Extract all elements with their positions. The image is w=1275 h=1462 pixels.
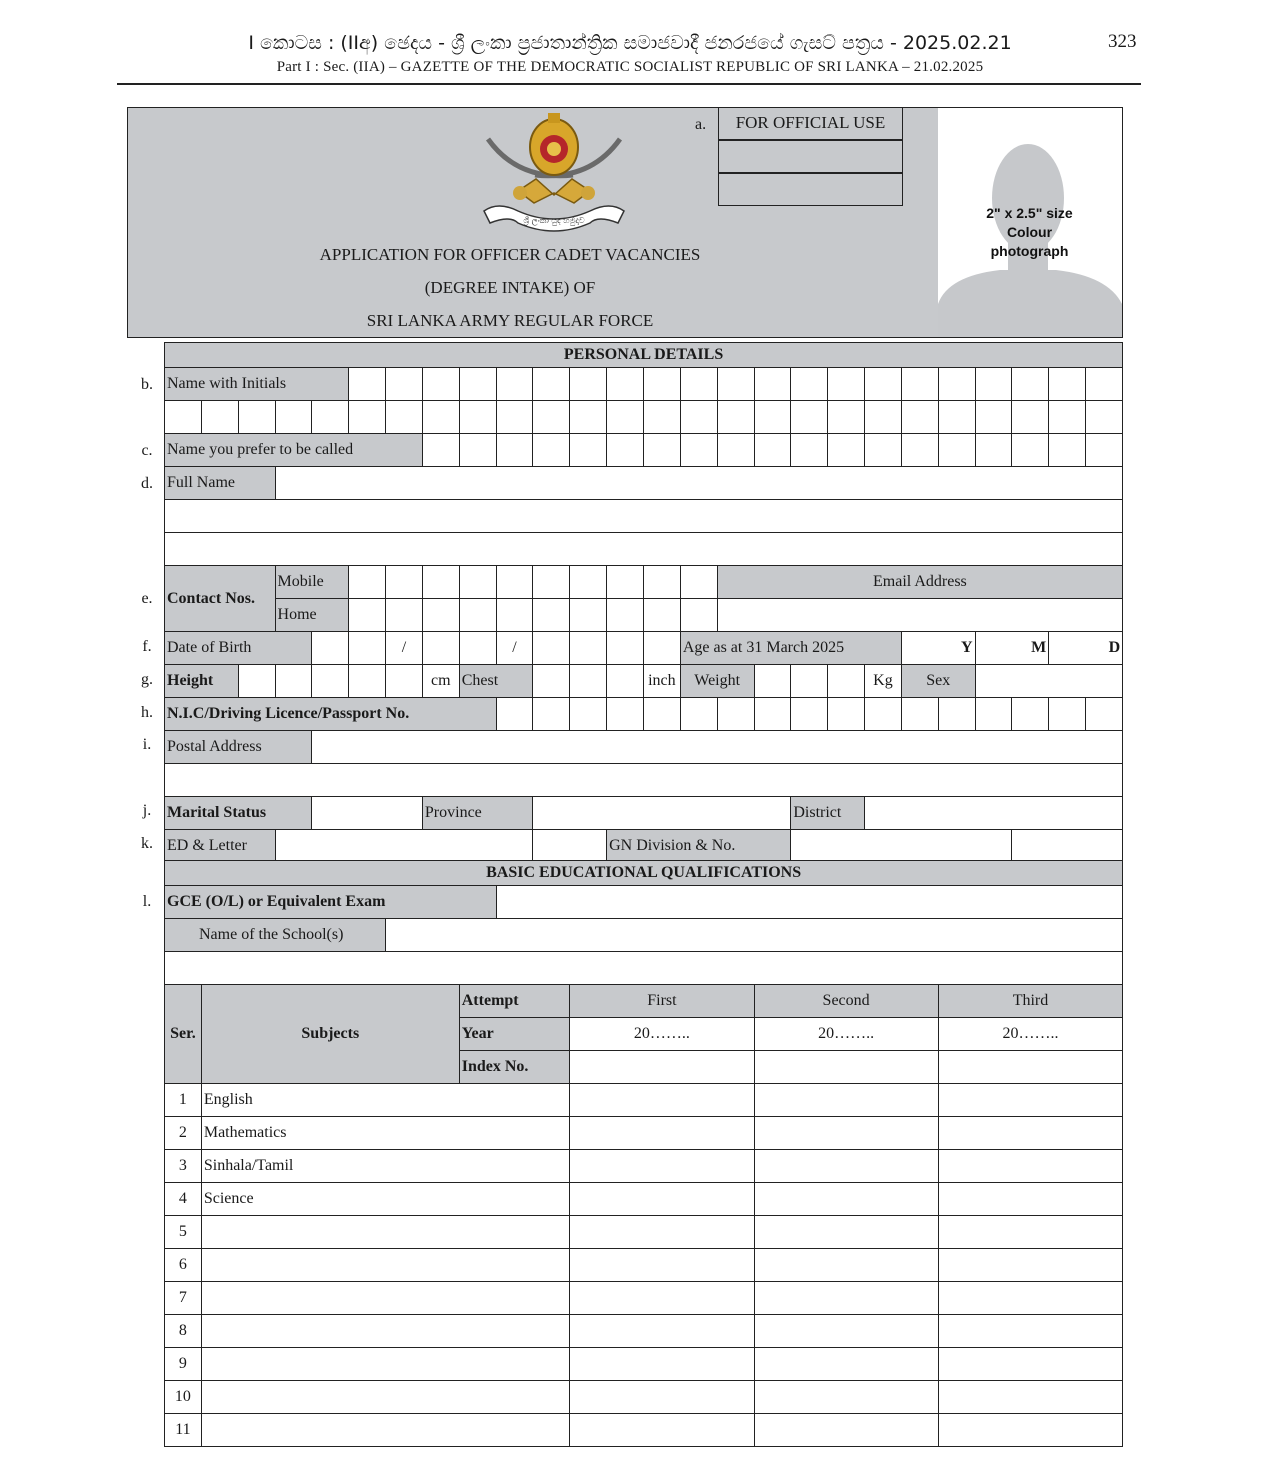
label-gn: GN Division & No. — [607, 830, 791, 863]
nic-box[interactable] — [791, 698, 828, 731]
table-row — [165, 1282, 1123, 1315]
dob-box[interactable] — [459, 632, 496, 665]
year-field[interactable]: 20…….. — [938, 1018, 1123, 1051]
grade-field[interactable] — [754, 1183, 938, 1216]
name-initials-box[interactable] — [349, 368, 386, 401]
form-title-line-2: (DEGREE INTAKE) OF — [424, 278, 596, 297]
gazette-header-sinhala: I කොටස : (IIඅ) ඡෙදය - ශ්‍රී ලංකා ප්‍රජාතාන්ත්‍රික සමාජවාදී ජනරජයේ ගැසට් පත්‍රය - 2025.02.21 — [248, 32, 1012, 54]
preferred-name-box[interactable] — [754, 434, 791, 467]
gazette-header-english: Part I : Sec. (IIA) – GAZETTE OF THE DEMOCRATIC SOCIALIST REPUBLIC OF SRI LANKA – 21.02.2025 — [276, 59, 984, 75]
label-full-name: Full Name — [165, 467, 276, 500]
weight-box[interactable] — [791, 665, 828, 698]
subject-ser: 10 — [165, 1381, 202, 1414]
nic-box[interactable] — [1086, 698, 1123, 731]
index-no-field[interactable] — [754, 1051, 938, 1084]
preferred-name-box[interactable] — [828, 434, 865, 467]
page-number: 323 — [1108, 31, 1137, 52]
official-use-box-2[interactable] — [718, 173, 903, 206]
nic-box[interactable] — [570, 698, 607, 731]
subject-ser: 3 — [165, 1150, 202, 1183]
table-row — [165, 1249, 1123, 1282]
grade-field[interactable] — [754, 1282, 938, 1315]
nic-box[interactable] — [975, 698, 1012, 731]
education-table — [164, 860, 1123, 1447]
form-title-line-3: SRI LANKA ARMY REGULAR FORCE — [366, 311, 654, 330]
label-age: Age as at 31 March 2025 — [680, 632, 901, 665]
table-row — [165, 1183, 1123, 1216]
year-field[interactable]: 20…….. — [754, 1018, 938, 1051]
preferred-name-box[interactable] — [791, 434, 828, 467]
grade-field[interactable] — [754, 1348, 938, 1381]
subject-name[interactable] — [201, 1216, 569, 1249]
name-initials-box[interactable] — [754, 368, 791, 401]
row-letter-e: e. — [141, 590, 153, 607]
grade-field[interactable] — [570, 1150, 754, 1183]
row-letter-f: f. — [142, 638, 152, 655]
dob-slash: / — [496, 632, 533, 665]
grade-field[interactable] — [938, 1084, 1123, 1117]
preferred-name-box[interactable] — [865, 434, 902, 467]
home-box[interactable] — [643, 599, 680, 632]
name-initials-box[interactable] — [386, 401, 423, 434]
name-initials-box[interactable] — [1012, 401, 1049, 434]
preferred-name-box[interactable] — [422, 434, 459, 467]
preferred-name-box[interactable] — [1086, 434, 1123, 467]
mobile-box[interactable] — [496, 566, 533, 599]
label-gce: GCE (O/L) or Equivalent Exam — [165, 886, 497, 919]
name-initials-box[interactable] — [1049, 401, 1086, 434]
name-initials-box[interactable] — [422, 368, 459, 401]
age-days: D — [1049, 632, 1123, 665]
official-use-letter: a. — [695, 116, 707, 133]
home-box[interactable] — [386, 599, 423, 632]
dob-slash: / — [386, 632, 423, 665]
nic-box[interactable] — [901, 698, 938, 731]
dob-box[interactable] — [349, 632, 386, 665]
unit-inch: inch — [643, 665, 680, 698]
dob-box[interactable] — [570, 632, 607, 665]
subject-ser: 4 — [165, 1183, 202, 1216]
grade-field[interactable] — [938, 1315, 1123, 1348]
preferred-name-box[interactable] — [533, 434, 570, 467]
label-marital: Marital Status — [165, 797, 312, 830]
name-initials-box[interactable] — [607, 368, 644, 401]
nic-box[interactable] — [533, 698, 570, 731]
unit-kg: Kg — [865, 665, 902, 698]
nic-box[interactable] — [938, 698, 975, 731]
height-box[interactable] — [275, 665, 312, 698]
dob-box[interactable] — [533, 632, 570, 665]
grade-field[interactable] — [570, 1183, 754, 1216]
mobile-box[interactable] — [680, 566, 717, 599]
grade-field[interactable] — [938, 1414, 1123, 1447]
nic-box[interactable] — [865, 698, 902, 731]
name-initials-box[interactable] — [1086, 368, 1123, 401]
form-title-line-1: APPLICATION FOR OFFICER CADET VACANCIES — [319, 245, 701, 264]
label-weight: Weight — [680, 665, 754, 698]
home-box[interactable] — [496, 599, 533, 632]
name-initials-box[interactable] — [717, 401, 754, 434]
army-emblem-icon — [478, 111, 630, 239]
table-row — [165, 1084, 1123, 1117]
attempt-third: Third — [938, 985, 1123, 1018]
home-box[interactable] — [533, 599, 570, 632]
mobile-box[interactable] — [570, 566, 607, 599]
sex-field[interactable] — [975, 665, 1123, 698]
name-initials-box[interactable] — [1049, 368, 1086, 401]
grade-field[interactable] — [938, 1381, 1123, 1414]
grade-field[interactable] — [754, 1249, 938, 1282]
name-initials-box[interactable] — [975, 368, 1012, 401]
name-initials-box[interactable] — [422, 401, 459, 434]
name-initials-box[interactable] — [791, 401, 828, 434]
dob-box[interactable] — [312, 632, 349, 665]
name-initials-box[interactable] — [975, 401, 1012, 434]
school-field[interactable] — [386, 919, 1123, 952]
label-name-initials: Name with Initials — [165, 368, 349, 401]
label-mobile: Mobile — [275, 566, 349, 599]
home-box[interactable] — [680, 599, 717, 632]
subject-ser: 11 — [165, 1414, 202, 1447]
preferred-name-box[interactable] — [570, 434, 607, 467]
label-sex: Sex — [901, 665, 975, 698]
age-years: Y — [901, 632, 975, 665]
name-initials-box[interactable] — [275, 401, 312, 434]
table-row — [165, 1348, 1123, 1381]
school-field-line-2[interactable] — [165, 952, 1123, 985]
grade-field[interactable] — [570, 1249, 754, 1282]
table-row — [165, 1315, 1123, 1348]
section-title-personal: PERSONAL DETAILS — [165, 343, 1123, 368]
preferred-name-box[interactable] — [680, 434, 717, 467]
mobile-box[interactable] — [459, 566, 496, 599]
weight-box[interactable] — [828, 665, 865, 698]
photo-placeholder[interactable] — [938, 107, 1123, 338]
photo-note-line-2: Colour — [1006, 224, 1053, 240]
name-initials-box[interactable] — [312, 401, 349, 434]
ed-letter-field[interactable] — [275, 830, 533, 863]
name-initials-box[interactable] — [865, 401, 902, 434]
preferred-name-box[interactable] — [459, 434, 496, 467]
grade-field[interactable] — [938, 1348, 1123, 1381]
grade-field[interactable] — [754, 1216, 938, 1249]
name-initials-box[interactable] — [717, 368, 754, 401]
name-initials-box[interactable] — [607, 401, 644, 434]
name-initials-box[interactable] — [238, 401, 275, 434]
height-box[interactable] — [349, 665, 386, 698]
label-index-no: Index No. — [459, 1051, 570, 1084]
label-attempt: Attempt — [459, 985, 570, 1018]
label-dob: Date of Birth — [165, 632, 312, 665]
table-row — [165, 1381, 1123, 1414]
subject-ser: 9 — [165, 1348, 202, 1381]
subject-name[interactable] — [201, 1414, 569, 1447]
index-no-field[interactable] — [570, 1051, 754, 1084]
subject-ser: 1 — [165, 1084, 202, 1117]
row-letter-d: d. — [141, 475, 153, 492]
district-field[interactable] — [865, 797, 1123, 830]
postal-field-line-2[interactable] — [165, 764, 1123, 797]
home-box[interactable] — [607, 599, 644, 632]
mobile-box[interactable] — [422, 566, 459, 599]
subject-ser: 6 — [165, 1249, 202, 1282]
name-initials-box[interactable] — [828, 401, 865, 434]
home-box[interactable] — [459, 599, 496, 632]
email-field[interactable] — [717, 599, 1122, 632]
grade-field[interactable] — [570, 1216, 754, 1249]
grade-field[interactable] — [570, 1117, 754, 1150]
label-nic: N.I.C/Driving Licence/Passport No. — [165, 698, 497, 731]
section-title-education: BASIC EDUCATIONAL QUALIFICATIONS — [165, 861, 1123, 886]
grade-field[interactable] — [754, 1084, 938, 1117]
full-name-field-line-2[interactable] — [165, 500, 1123, 533]
gn-field[interactable] — [791, 830, 1012, 863]
dob-box[interactable] — [643, 632, 680, 665]
grade-field[interactable] — [570, 1381, 754, 1414]
grade-field[interactable] — [570, 1414, 754, 1447]
postal-field[interactable] — [312, 731, 1123, 764]
label-chest: Chest — [459, 665, 533, 698]
dob-box[interactable] — [422, 632, 459, 665]
row-letter-i: i. — [142, 736, 152, 753]
preferred-name-box[interactable] — [607, 434, 644, 467]
home-box[interactable] — [422, 599, 459, 632]
row-letter-g: g. — [141, 671, 153, 688]
nic-box[interactable] — [607, 698, 644, 731]
grade-field[interactable] — [938, 1150, 1123, 1183]
preferred-name-box[interactable] — [975, 434, 1012, 467]
subject-ser: 7 — [165, 1282, 202, 1315]
grade-field[interactable] — [938, 1249, 1123, 1282]
name-initials-box[interactable] — [496, 401, 533, 434]
gn-no-field[interactable] — [1012, 830, 1123, 863]
name-initials-box[interactable] — [901, 368, 938, 401]
label-subjects: Subjects — [201, 985, 459, 1084]
header-rule — [117, 83, 1141, 85]
nic-box[interactable] — [1049, 698, 1086, 731]
height-box[interactable] — [386, 665, 423, 698]
emblem-ribbon-text: ශ්‍රී ලංකා යුද හමුදාව — [523, 216, 585, 225]
subject-name[interactable]: Science — [201, 1183, 569, 1216]
row-letter-c: c. — [141, 442, 153, 459]
grade-field[interactable] — [570, 1348, 754, 1381]
name-initials-box[interactable] — [680, 401, 717, 434]
chest-box[interactable] — [533, 665, 570, 698]
subject-name[interactable]: Mathematics — [201, 1117, 569, 1150]
subject-name[interactable] — [201, 1348, 569, 1381]
preferred-name-box[interactable] — [717, 434, 754, 467]
label-contact-nos: Contact Nos. — [165, 566, 276, 632]
photo-note-line-1: 2" x 2.5" size — [986, 205, 1073, 221]
name-initials-box[interactable] — [1086, 401, 1123, 434]
attempt-first: First — [570, 985, 754, 1018]
preferred-name-box[interactable] — [1012, 434, 1049, 467]
index-no-field[interactable] — [938, 1051, 1123, 1084]
row-letter-l: l. — [142, 893, 152, 910]
chest-box[interactable] — [607, 665, 644, 698]
grade-field[interactable] — [938, 1282, 1123, 1315]
gce-field[interactable] — [496, 886, 1123, 919]
name-initials-box[interactable] — [938, 401, 975, 434]
nic-box[interactable] — [717, 698, 754, 731]
label-ser: Ser. — [165, 985, 202, 1084]
height-box[interactable] — [312, 665, 349, 698]
subject-ser: 5 — [165, 1216, 202, 1249]
label-district: District — [791, 797, 865, 830]
personal-details-table — [164, 342, 1123, 863]
table-row — [165, 1414, 1123, 1447]
full-name-field-line-3[interactable] — [165, 533, 1123, 566]
official-use-label: FOR OFFICIAL USE — [718, 107, 903, 140]
full-name-field[interactable] — [275, 467, 1123, 500]
home-box[interactable] — [570, 599, 607, 632]
subject-name[interactable] — [201, 1249, 569, 1282]
subject-name[interactable]: Sinhala/Tamil — [201, 1150, 569, 1183]
nic-box[interactable] — [643, 698, 680, 731]
name-initials-box[interactable] — [570, 368, 607, 401]
grade-field[interactable] — [570, 1084, 754, 1117]
table-row — [165, 1117, 1123, 1150]
name-initials-box[interactable] — [791, 368, 828, 401]
subject-ser: 2 — [165, 1117, 202, 1150]
photo-note-line-3: photograph — [990, 243, 1069, 259]
row-letter-k: k. — [141, 835, 153, 852]
label-height: Height — [165, 665, 239, 698]
grade-field[interactable] — [754, 1381, 938, 1414]
grade-field[interactable] — [570, 1315, 754, 1348]
label-postal: Postal Address — [165, 731, 312, 764]
label-school: Name of the School(s) — [165, 919, 386, 952]
height-box[interactable] — [238, 665, 275, 698]
grade-field[interactable] — [754, 1315, 938, 1348]
label-home: Home — [275, 599, 349, 632]
unit-cm: cm — [422, 665, 459, 698]
row-letter-b: b. — [141, 376, 153, 393]
name-initials-box[interactable] — [1012, 368, 1049, 401]
grade-field[interactable] — [570, 1282, 754, 1315]
label-ed-letter: ED & Letter — [165, 830, 276, 863]
preferred-name-box[interactable] — [496, 434, 533, 467]
subject-name[interactable]: English — [201, 1084, 569, 1117]
name-initials-box[interactable] — [570, 401, 607, 434]
grade-field[interactable] — [938, 1183, 1123, 1216]
label-email: Email Address — [717, 566, 1122, 599]
mobile-box[interactable] — [607, 566, 644, 599]
grade-field[interactable] — [754, 1150, 938, 1183]
grade-field[interactable] — [754, 1414, 938, 1447]
mobile-box[interactable] — [643, 566, 680, 599]
nic-box[interactable] — [680, 698, 717, 731]
nic-box[interactable] — [1012, 698, 1049, 731]
name-initials-box[interactable] — [533, 401, 570, 434]
name-initials-box[interactable] — [459, 401, 496, 434]
age-months: M — [975, 632, 1049, 665]
name-initials-box[interactable] — [386, 368, 423, 401]
subject-ser: 8 — [165, 1315, 202, 1348]
province-field[interactable] — [533, 797, 791, 830]
name-initials-box[interactable] — [533, 368, 570, 401]
name-initials-box[interactable] — [938, 368, 975, 401]
subject-name[interactable] — [201, 1282, 569, 1315]
weight-box[interactable] — [754, 665, 791, 698]
label-province: Province — [422, 797, 533, 830]
preferred-name-box[interactable] — [901, 434, 938, 467]
mobile-box[interactable] — [386, 566, 423, 599]
preferred-name-box[interactable] — [938, 434, 975, 467]
year-field[interactable]: 20…….. — [570, 1018, 754, 1051]
marital-field[interactable] — [312, 797, 423, 830]
dob-box[interactable] — [607, 632, 644, 665]
name-initials-box[interactable] — [901, 401, 938, 434]
nic-box[interactable] — [754, 698, 791, 731]
home-box[interactable] — [349, 599, 386, 632]
subject-name[interactable] — [201, 1315, 569, 1348]
attempt-second: Second — [754, 985, 938, 1018]
name-initials-box[interactable] — [643, 368, 680, 401]
mobile-box[interactable] — [349, 566, 386, 599]
name-initials-box[interactable] — [201, 401, 238, 434]
chest-box[interactable] — [570, 665, 607, 698]
grade-field[interactable] — [938, 1216, 1123, 1249]
grade-field[interactable] — [938, 1117, 1123, 1150]
name-initials-box[interactable] — [865, 368, 902, 401]
name-initials-box[interactable] — [496, 368, 533, 401]
preferred-name-box[interactable] — [1049, 434, 1086, 467]
name-initials-box[interactable] — [680, 368, 717, 401]
label-year: Year — [459, 1018, 570, 1051]
ed-letter-field-2[interactable] — [533, 830, 607, 863]
preferred-name-box[interactable] — [643, 434, 680, 467]
name-initials-box[interactable] — [828, 368, 865, 401]
table-row — [165, 1150, 1123, 1183]
name-initials-box[interactable] — [165, 401, 202, 434]
name-initials-box[interactable] — [754, 401, 791, 434]
label-preferred-name: Name you prefer to be called — [165, 434, 423, 467]
grade-field[interactable] — [754, 1117, 938, 1150]
nic-box[interactable] — [828, 698, 865, 731]
subject-name[interactable] — [201, 1381, 569, 1414]
name-initials-box[interactable] — [643, 401, 680, 434]
nic-box[interactable] — [496, 698, 533, 731]
table-row — [165, 1216, 1123, 1249]
row-letter-j: j. — [142, 802, 152, 819]
name-initials-box[interactable] — [459, 368, 496, 401]
mobile-box[interactable] — [533, 566, 570, 599]
name-initials-box[interactable] — [349, 401, 386, 434]
official-use-box-1[interactable] — [718, 140, 903, 173]
row-letter-h: h. — [141, 704, 153, 721]
